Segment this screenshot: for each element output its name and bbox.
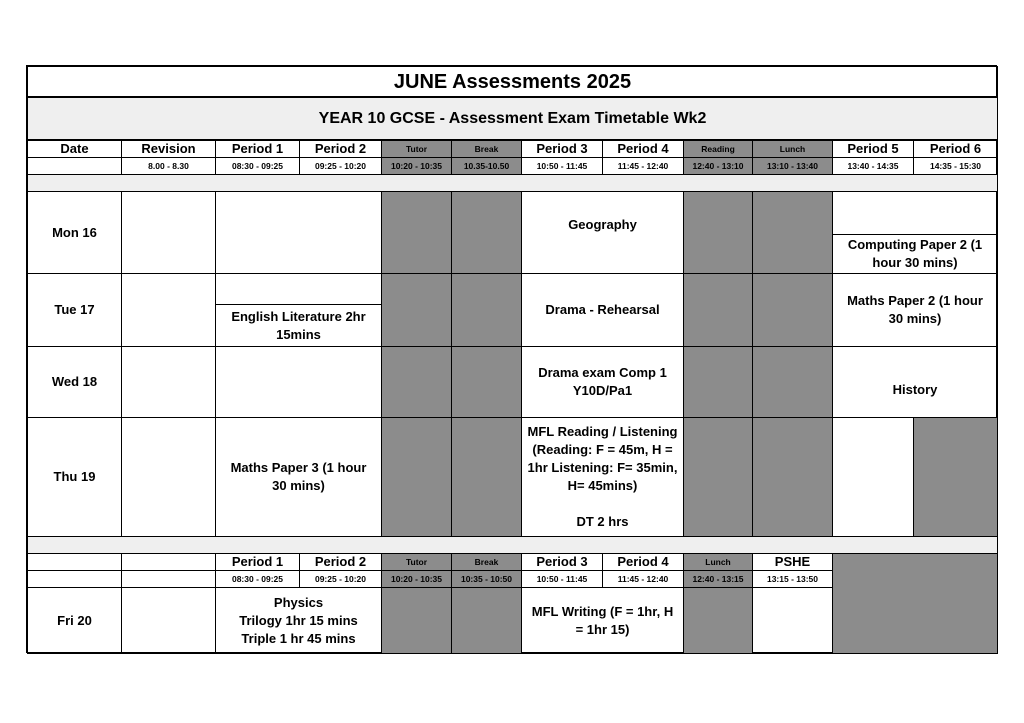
cell-tue-tutor: [381, 273, 452, 347]
day-label-mon: Mon 16: [27, 191, 122, 274]
page-title: JUNE Assessments 2025: [27, 66, 998, 97]
times2-revision-empty: [121, 570, 216, 588]
time-period-2: 09:25 - 10:20: [299, 157, 382, 175]
header2-tutor: Tutor: [381, 553, 452, 571]
header2-break: Break: [451, 553, 522, 571]
times-date-empty: [27, 157, 122, 175]
cell-wed-revision: [121, 346, 216, 418]
cell-fri-tutor: [381, 587, 452, 654]
header2-pshe: PSHE: [752, 553, 833, 571]
cell-fri-p34: MFL Writing (F = 1hr, H = 1hr 15): [521, 587, 684, 654]
time-period-3: 10:50 - 11:45: [521, 157, 603, 175]
cell-wed-p34: Drama exam Comp 1 Y10D/Pa1: [521, 346, 684, 418]
header2-lunch: Lunch: [683, 553, 753, 571]
cell-mon-reading: [683, 191, 753, 274]
cell-tue-break: [451, 273, 522, 347]
cell-thu-revision: [121, 417, 216, 537]
cell-mon-lunch: [752, 191, 833, 274]
friday-grey-block: [832, 553, 998, 654]
cell-wed-lunch: [752, 346, 833, 418]
cell-tue-lunch: [752, 273, 833, 347]
header-revision: Revision: [121, 140, 216, 158]
header2-period-1: Period 1: [215, 553, 300, 571]
time-period-4: 11:45 - 12:40: [602, 157, 684, 175]
time-lunch: 13:10 - 13:40: [752, 157, 833, 175]
cell-fri-lunch: [683, 587, 753, 654]
day-label-tue: Tue 17: [27, 273, 122, 347]
day-label-fri: Fri 20: [27, 587, 122, 654]
time-break: 10.35-10.50: [451, 157, 522, 175]
cell-mon-p56: Computing Paper 2 (1 hour 30 mins): [832, 234, 998, 274]
time2-period-1: 08:30 - 09:25: [215, 570, 300, 588]
time2-period-3: 10:50 - 11:45: [521, 570, 603, 588]
header-period-4: Period 4: [602, 140, 684, 158]
header-period-3: Period 3: [521, 140, 603, 158]
time-reading: 12:40 - 13:10: [683, 157, 753, 175]
cell-thu-p34: MFL Reading / Listening (Reading: F = 45m, H = 1hr Listening: F= 35min, H= 45mins) DT 2 hrs: [521, 417, 684, 537]
header2-period-4: Period 4: [602, 553, 684, 571]
cell-fri-p12: Physics Trilogy 1hr 15 mins Triple 1 hr 45 mins: [215, 587, 382, 654]
time2-pshe: 13:15 - 13:50: [752, 570, 833, 588]
cell-mon-p34: Geography: [521, 191, 684, 274]
time-tutor: 10:20 - 10:35: [381, 157, 452, 175]
header-date: Date: [27, 140, 122, 158]
cell-tue-p12: English Literature 2hr 15mins: [215, 304, 382, 347]
header2-date-empty: [27, 553, 122, 571]
time-period-6: 14:35 - 15:30: [913, 157, 998, 175]
cell-tue-revision: [121, 273, 216, 347]
cell-fri-break: [451, 587, 522, 654]
header-period-1: Period 1: [215, 140, 300, 158]
time2-lunch: 12:40 - 13:15: [683, 570, 753, 588]
cell-wed-break: [451, 346, 522, 418]
cell-wed-p12: [215, 346, 382, 418]
header-tutor: Tutor: [381, 140, 452, 158]
day-label-wed: Wed 18: [27, 346, 122, 418]
time-period-5: 13:40 - 14:35: [832, 157, 914, 175]
cell-mon-break: [451, 191, 522, 274]
times2-date-empty: [27, 570, 122, 588]
time2-period-4: 11:45 - 12:40: [602, 570, 684, 588]
cell-mon-p56-top: [832, 191, 998, 235]
time-period-1: 08:30 - 09:25: [215, 157, 300, 175]
header2-period-3: Period 3: [521, 553, 603, 571]
header-period-5: Period 5: [832, 140, 914, 158]
cell-fri-pshe: [752, 587, 833, 654]
header-period-6: Period 6: [913, 140, 998, 158]
timetable-sheet: [26, 65, 997, 653]
cell-thu-p6: [913, 417, 998, 537]
spacer-row: [27, 174, 998, 192]
page-subtitle: YEAR 10 GCSE - Assessment Exam Timetable Wk2: [27, 97, 998, 140]
cell-thu-lunch: [752, 417, 833, 537]
time2-period-2: 09:25 - 10:20: [299, 570, 382, 588]
header-break: Break: [451, 140, 522, 158]
cell-thu-p12: Maths Paper 3 (1 hour 30 mins): [215, 417, 382, 537]
cell-thu-p5: [832, 417, 914, 537]
cell-mon-p12: [215, 191, 382, 274]
cell-tue-p34: Drama - Rehearsal: [521, 273, 684, 347]
header-period-2: Period 2: [299, 140, 382, 158]
spacer-row-2: [27, 536, 998, 554]
cell-mon-tutor: [381, 191, 452, 274]
day-label-thu: Thu 19: [27, 417, 122, 537]
cell-fri-revision: [121, 587, 216, 654]
header-reading: Reading: [683, 140, 753, 158]
time-revision: 8.00 - 8.30: [121, 157, 216, 175]
time2-tutor: 10:20 - 10:35: [381, 570, 452, 588]
cell-wed-reading: [683, 346, 753, 418]
cell-thu-break: [451, 417, 522, 537]
cell-tue-p56: Maths Paper 2 (1 hour 30 mins): [832, 273, 998, 347]
cell-wed-p56: History: [832, 346, 998, 418]
header2-period-2: Period 2: [299, 553, 382, 571]
header2-revision-empty: [121, 553, 216, 571]
header-lunch: Lunch: [752, 140, 833, 158]
cell-thu-reading: [683, 417, 753, 537]
cell-wed-tutor: [381, 346, 452, 418]
time2-break: 10:35 - 10:50: [451, 570, 522, 588]
cell-tue-reading: [683, 273, 753, 347]
cell-mon-revision: [121, 191, 216, 274]
cell-tue-p12-top: [215, 273, 382, 305]
cell-thu-tutor: [381, 417, 452, 537]
